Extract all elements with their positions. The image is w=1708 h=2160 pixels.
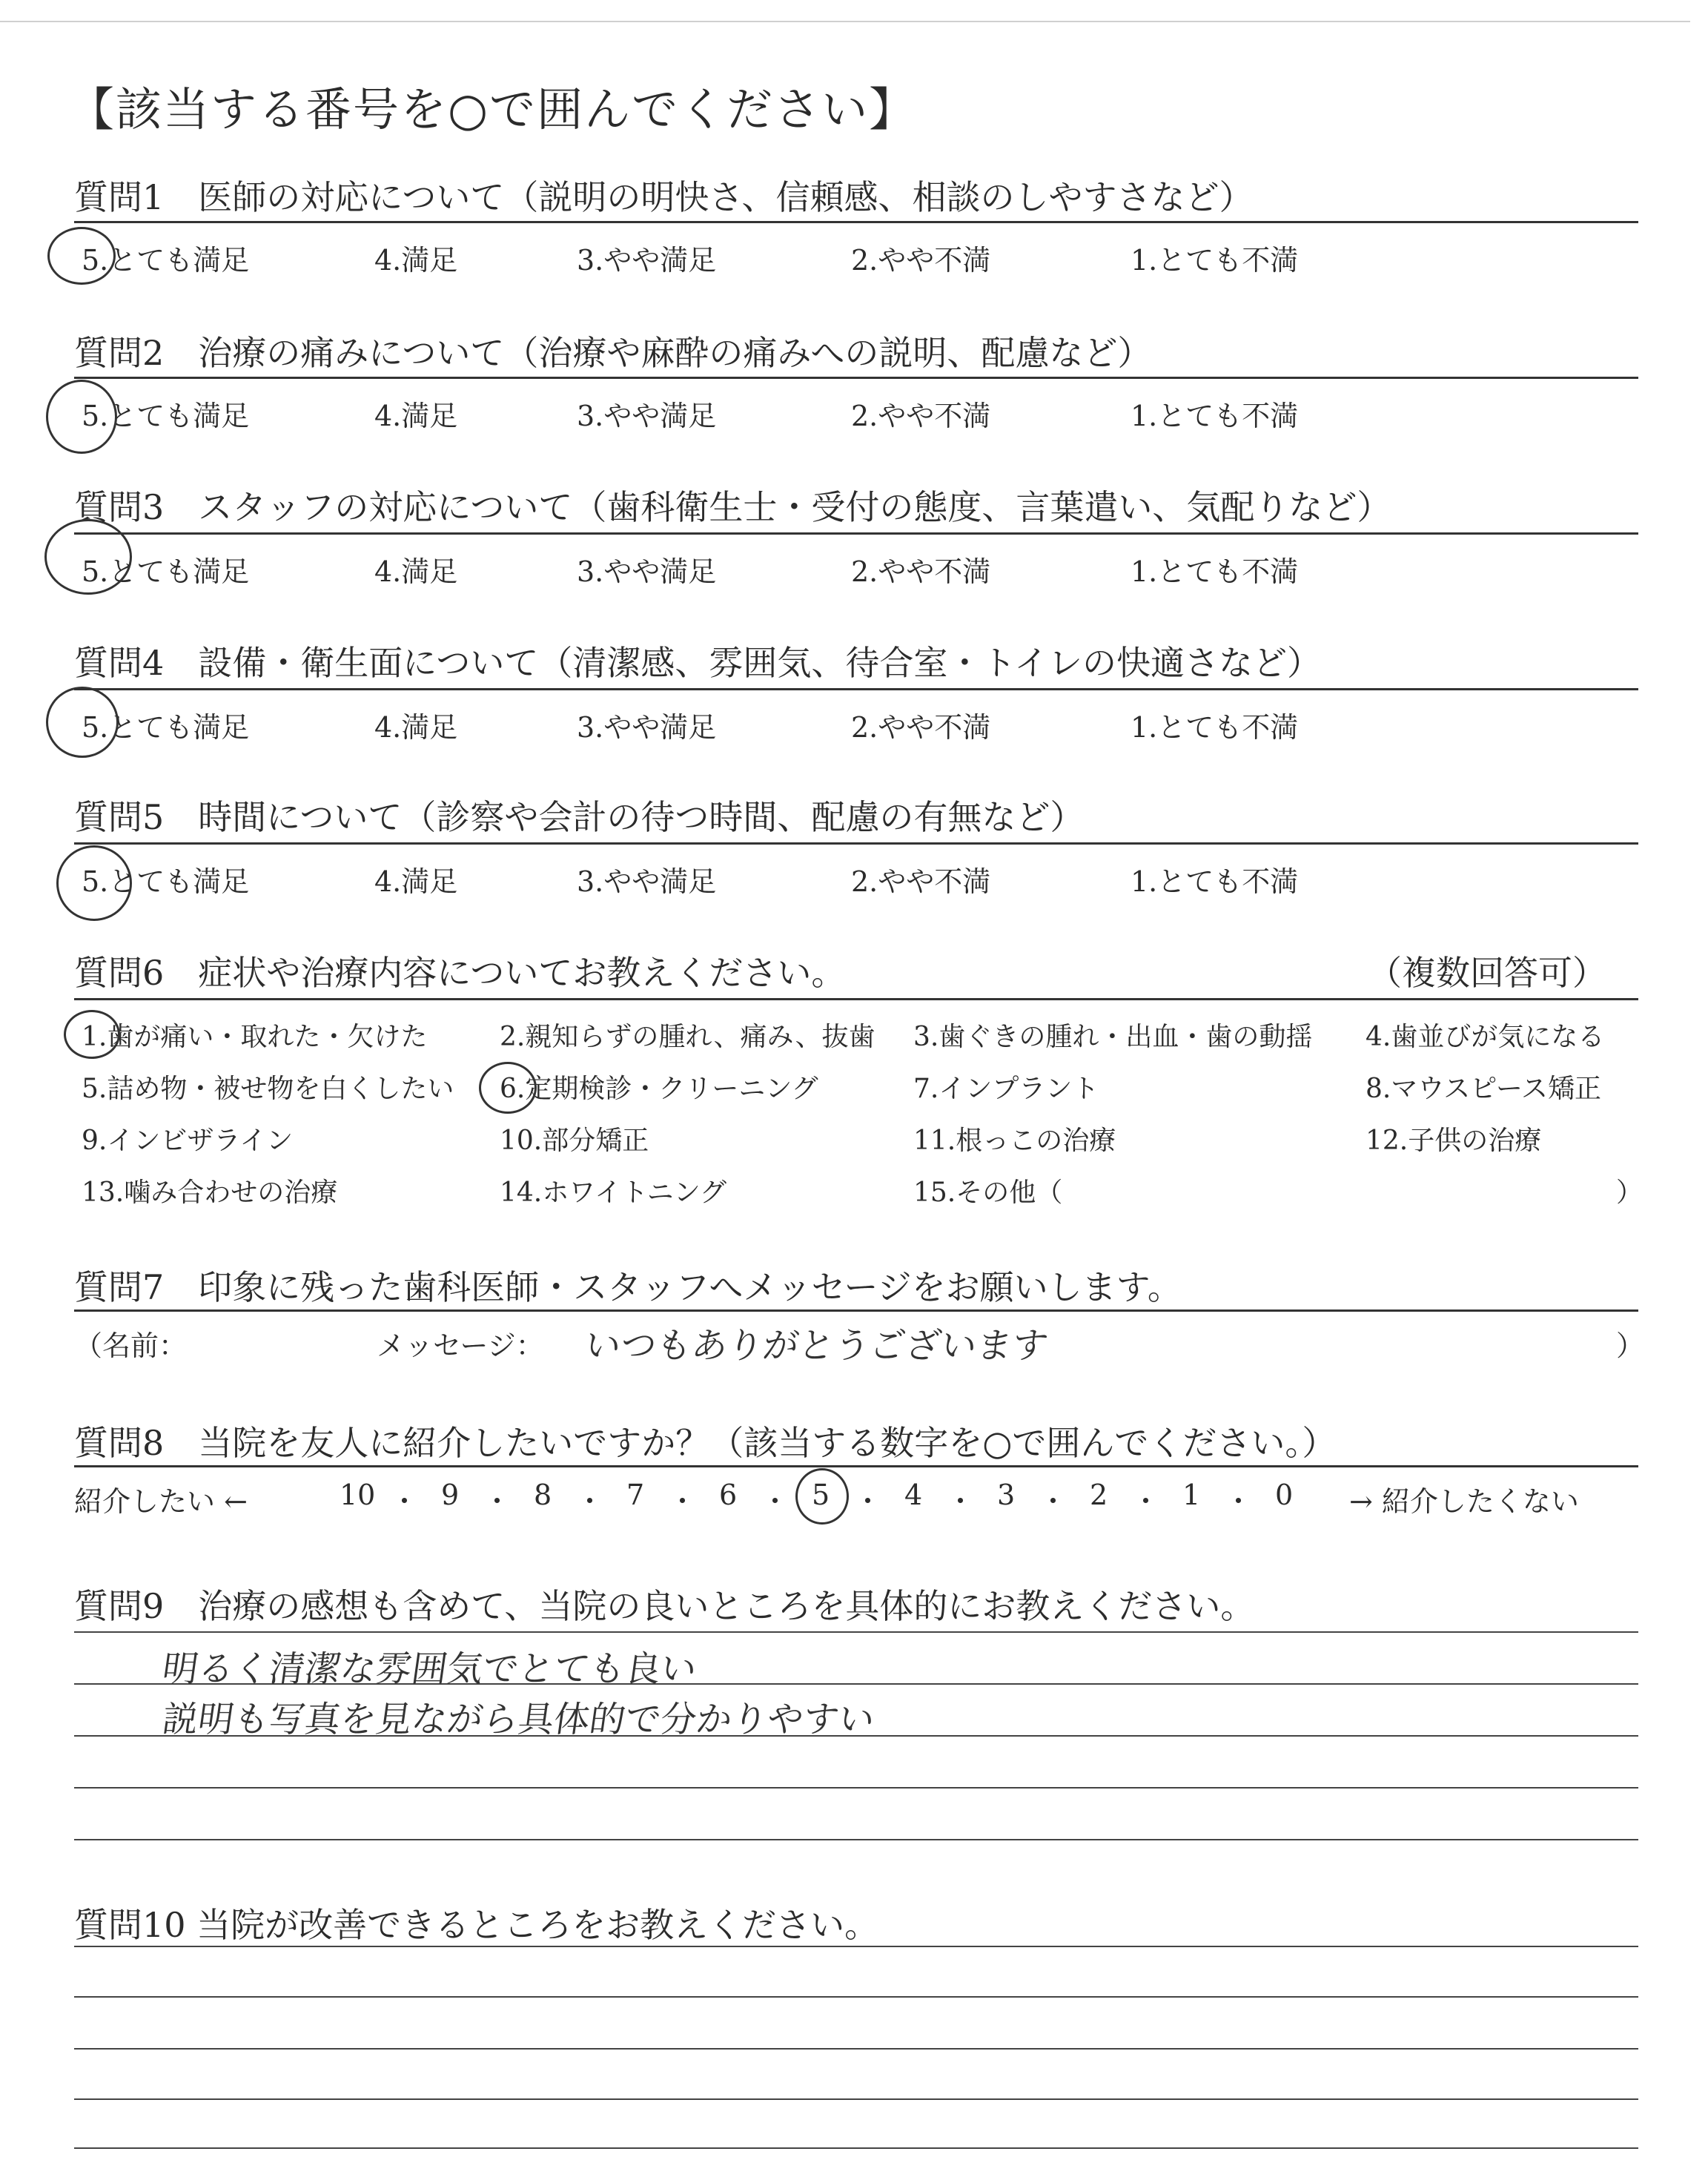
question-6-rule [74,998,1638,1000]
selection-circle [46,687,119,758]
answer-line [74,2147,1638,2149]
symptom-option-11[interactable]: 11.根っこの治療 [913,1126,1116,1156]
scale-separator-dot: ・ [390,1485,419,1518]
symptom-option-15[interactable]: 15.その他（ [913,1178,1063,1208]
option-5[interactable]: 5.とても満足 [82,865,250,898]
symptom-option-4[interactable]: 4.歯並びが気になる [1366,1022,1605,1052]
scale-value-4[interactable]: 4 [904,1479,923,1511]
scale-separator-dot: ・ [1131,1485,1160,1518]
name-label: （名前： [74,1330,188,1362]
option-1[interactable]: 1.とても不満 [1131,555,1299,588]
selection-circle [47,227,116,285]
answer-line [74,1996,1638,1998]
scale-separator-dot: ・ [1224,1485,1253,1518]
option-5[interactable]: 5.とても満足 [82,555,250,588]
selection-circle [46,380,117,454]
scale-separator-dot: ・ [1039,1485,1068,1518]
scale-separator-dot: ・ [483,1485,512,1518]
question-2-rule [74,377,1638,379]
option-4[interactable]: 4.満足 [374,865,458,898]
option-3[interactable]: 3.やや満足 [577,555,717,588]
symptom-option-6[interactable]: 6.定期検診・クリーニング [500,1074,818,1104]
question-5-title: 質問5 時間について（診察や会計の待つ時間、配慮の有無など） [74,797,1085,837]
option-2[interactable]: 2.やや不満 [851,555,991,588]
instruction-header: 【該当する番号を○で囲んでください】 [68,82,917,136]
scale-value-5[interactable]: 5 [812,1479,830,1511]
answer-line [74,1839,1638,1840]
selection-circle [479,1062,537,1114]
scale-separator-dot: ・ [761,1485,790,1518]
option-4[interactable]: 4.満足 [374,711,458,744]
scale-separator-dot: ・ [575,1485,604,1518]
option-1[interactable]: 1.とても不満 [1131,400,1299,432]
scale-separator-dot: ・ [853,1485,882,1518]
option-3[interactable]: 3.やや満足 [577,244,717,277]
symptom-option-2[interactable]: 2.親知らずの腫れ、痛み、抜歯 [500,1022,875,1052]
option-5[interactable]: 5.とても満足 [82,244,250,277]
selection-circle [56,845,132,921]
scale-value-10[interactable]: 10 [340,1479,376,1511]
option-2[interactable]: 2.やや不満 [851,865,991,898]
handwritten-answer-line-1: 明るく清潔な雰囲気でとても良い [159,1648,700,1690]
selection-circle [795,1468,849,1525]
option-3[interactable]: 3.やや満足 [577,865,717,898]
question-5-rule [74,842,1638,845]
selection-circle [64,1010,120,1059]
selection-circle [44,519,132,595]
answer-line [74,1787,1638,1789]
recommend-left-label: 紹介したい ← [74,1485,248,1518]
question-9-title: 質問9 治療の感想も含めて、当院の良いところを具体的にお教えください。 [74,1586,1255,1626]
symptom-option-14[interactable]: 14.ホワイトニング [500,1178,727,1208]
question-3-rule [74,532,1638,535]
question-3-title: 質問3 スタッフの対応について（歯科衛生士・受付の態度、言葉遣い、気配りなど） [74,487,1391,527]
option-3[interactable]: 3.やや満足 [577,400,717,432]
option-5[interactable]: 5.とても満足 [82,711,250,744]
question-4-rule [74,688,1638,690]
scale-value-2[interactable]: 2 [1090,1479,1108,1511]
handwritten-message: いつもありがとうございます [582,1325,1051,1367]
symptom-option-13[interactable]: 13.噛み合わせの治療 [82,1178,338,1208]
page-top-border [0,21,1690,22]
scale-value-3[interactable]: 3 [997,1479,1016,1511]
message-close-paren: ） [1616,1330,1645,1362]
option-3[interactable]: 3.やや満足 [577,711,717,744]
other-close-paren: ） [1616,1178,1644,1208]
symptom-option-12[interactable]: 12.子供の治療 [1366,1126,1542,1156]
scale-value-7[interactable]: 7 [626,1479,645,1511]
symptom-option-9[interactable]: 9.インビザライン [82,1126,294,1156]
question-1-title: 質問1 医師の対応について（説明の明快さ、信頼感、相談のしやすさなど） [74,177,1254,217]
question-7-title: 質問7 印象に残った歯科医師・スタッフへメッセージをお願いします。 [74,1267,1182,1307]
recommend-right-label: → 紹介したくない [1349,1485,1579,1518]
symptom-option-7[interactable]: 7.インプラント [913,1074,1099,1104]
scale-value-8[interactable]: 8 [534,1479,552,1511]
option-1[interactable]: 1.とても不満 [1131,244,1299,277]
symptom-option-3[interactable]: 3.歯ぐきの腫れ・出血・歯の動揺 [913,1022,1313,1052]
answer-line [74,1631,1638,1633]
scale-value-9[interactable]: 9 [441,1479,460,1511]
handwritten-answer-line-2: 説明も写真を見ながら具体的で分かりやすい [159,1699,878,1740]
scale-value-6[interactable]: 6 [719,1479,738,1511]
message-label: メッセージ： [377,1330,544,1362]
symptom-option-5[interactable]: 5.詰め物・被せ物を白くしたい [82,1074,454,1104]
answer-line [74,2098,1638,2100]
symptom-option-8[interactable]: 8.マウスピース矯正 [1366,1074,1602,1104]
question-8-title: 質問8 当院を友人に紹介したいですか？（該当する数字を○で囲んでください。） [74,1423,1337,1463]
option-2[interactable]: 2.やや不満 [851,400,991,432]
answer-line [74,2048,1638,2050]
option-1[interactable]: 1.とても不満 [1131,711,1299,744]
question-8-rule [74,1465,1638,1467]
question-4-title: 質問4 設備・衛生面について（清潔感、雰囲気、待合室・トイレの快適さなど） [74,643,1322,683]
option-1[interactable]: 1.とても不満 [1131,865,1299,898]
symptom-option-10[interactable]: 10.部分矯正 [500,1126,649,1156]
option-4[interactable]: 4.満足 [374,555,458,588]
scale-value-0[interactable]: 0 [1275,1479,1294,1511]
question-10-title: 質問10 当院が改善できるところをお教えください。 [74,1905,879,1945]
option-2[interactable]: 2.やや不満 [851,711,991,744]
question-6-title: 質問6 症状や治療内容についてお教えください。 [74,953,846,993]
option-5[interactable]: 5.とても満足 [82,400,250,432]
scale-separator-dot: ・ [668,1485,697,1518]
question-2-title: 質問2 治療の痛みについて（治療や麻酔の痛みへの説明、配慮など） [74,333,1152,373]
option-2[interactable]: 2.やや不満 [851,244,991,277]
question-1-rule [74,221,1638,223]
multiple-answers-note: （複数回答可） [1368,953,1606,993]
scale-value-1[interactable]: 1 [1182,1479,1201,1511]
answer-line [74,1946,1638,1947]
option-4[interactable]: 4.満足 [374,244,458,277]
scale-separator-dot: ・ [946,1485,975,1518]
symptom-option-1[interactable]: 1.歯が痛い・取れた・欠けた [82,1022,428,1052]
option-4[interactable]: 4.満足 [374,400,458,432]
question-7-rule [74,1309,1638,1312]
